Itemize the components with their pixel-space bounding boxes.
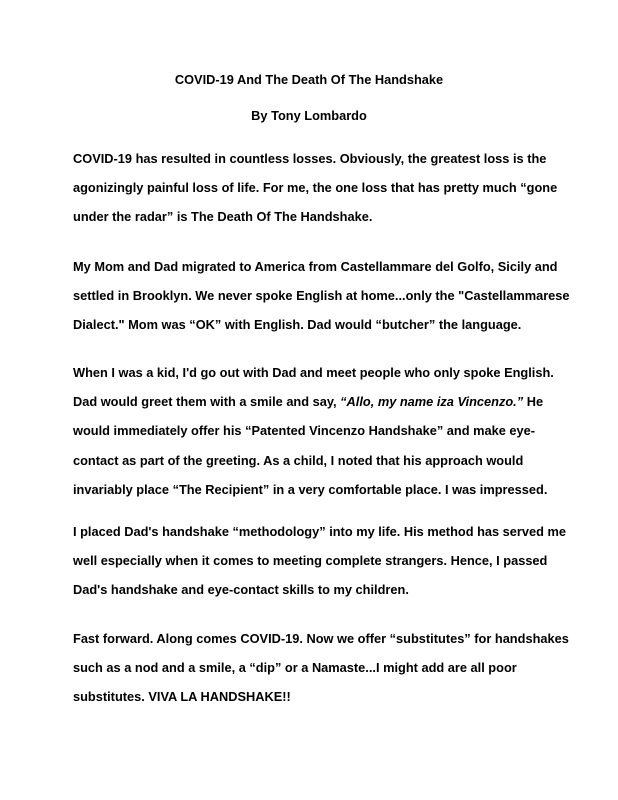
document-title: COVID-19 And The Death Of The Handshake <box>174 72 444 87</box>
line-text: Dad would greet them with a smile and say, <box>73 394 341 410</box>
paragraph-2 <box>73 252 573 340</box>
paragraph-line: substitutes. VIVA LA HANDSHAKE!! <box>73 689 291 705</box>
paragraph-line: Fast forward. Along comes COVID-19. Now we offer “substitutes” for handshakes <box>73 631 569 646</box>
line-text: He <box>523 394 544 410</box>
paragraph-line: well especially when it comes to meeting complete strangers. Hence, I passed <box>73 553 548 569</box>
quote-italic: “Allo, my name iza Vincenzo.” <box>340 394 524 410</box>
paragraph-line: When I was a kid, I'd go out with Dad and meet people who only spoke English. <box>73 365 554 380</box>
paragraph-line: under the radar” is The Death Of The Handshake. <box>73 209 373 225</box>
paragraph-line: contact as part of the greeting. As a child, I noted that his approach would <box>73 452 524 468</box>
paragraph-line: such as a nod and a smile, a “dip” or a Namaste...I might add are all poor <box>73 660 517 676</box>
paragraph-line: agonizingly painful loss of life. For me, the one loss that has pretty much “gone <box>73 180 558 196</box>
paragraph-5 <box>73 624 573 712</box>
document-byline: By Tony Lombardo <box>251 108 367 123</box>
paragraph-line: Dialect." Mom was “OK” with English. Dad would “butcher” the language. <box>73 317 522 333</box>
paragraph-4 <box>73 517 573 605</box>
paragraph-line <box>73 387 573 416</box>
paragraph-line: settled in Brooklyn. We never spoke English at home...only the "Castellammarese <box>73 288 570 304</box>
paragraph-line: COVID-19 has resulted in countless losses. Obviously, the greatest loss is the <box>73 151 547 166</box>
paragraph-3 <box>73 358 573 504</box>
paragraph-line: would immediately offer his “Patented Vincenzo Handshake” and make eye- <box>73 423 536 439</box>
paragraph-line: My Mom and Dad migrated to America from Castellammare del Golfo, Sicily and <box>73 259 558 274</box>
paragraph-line: invariably place “The Recipient” in a very comfortable place. I was impressed. <box>73 481 548 497</box>
paragraph-line: Dad's handshake and eye-contact skills to my children. <box>73 582 409 598</box>
paragraph-1 <box>73 144 573 232</box>
paragraph-line: I placed Dad's handshake “methodology” into my life. His method has served me <box>73 524 566 539</box>
